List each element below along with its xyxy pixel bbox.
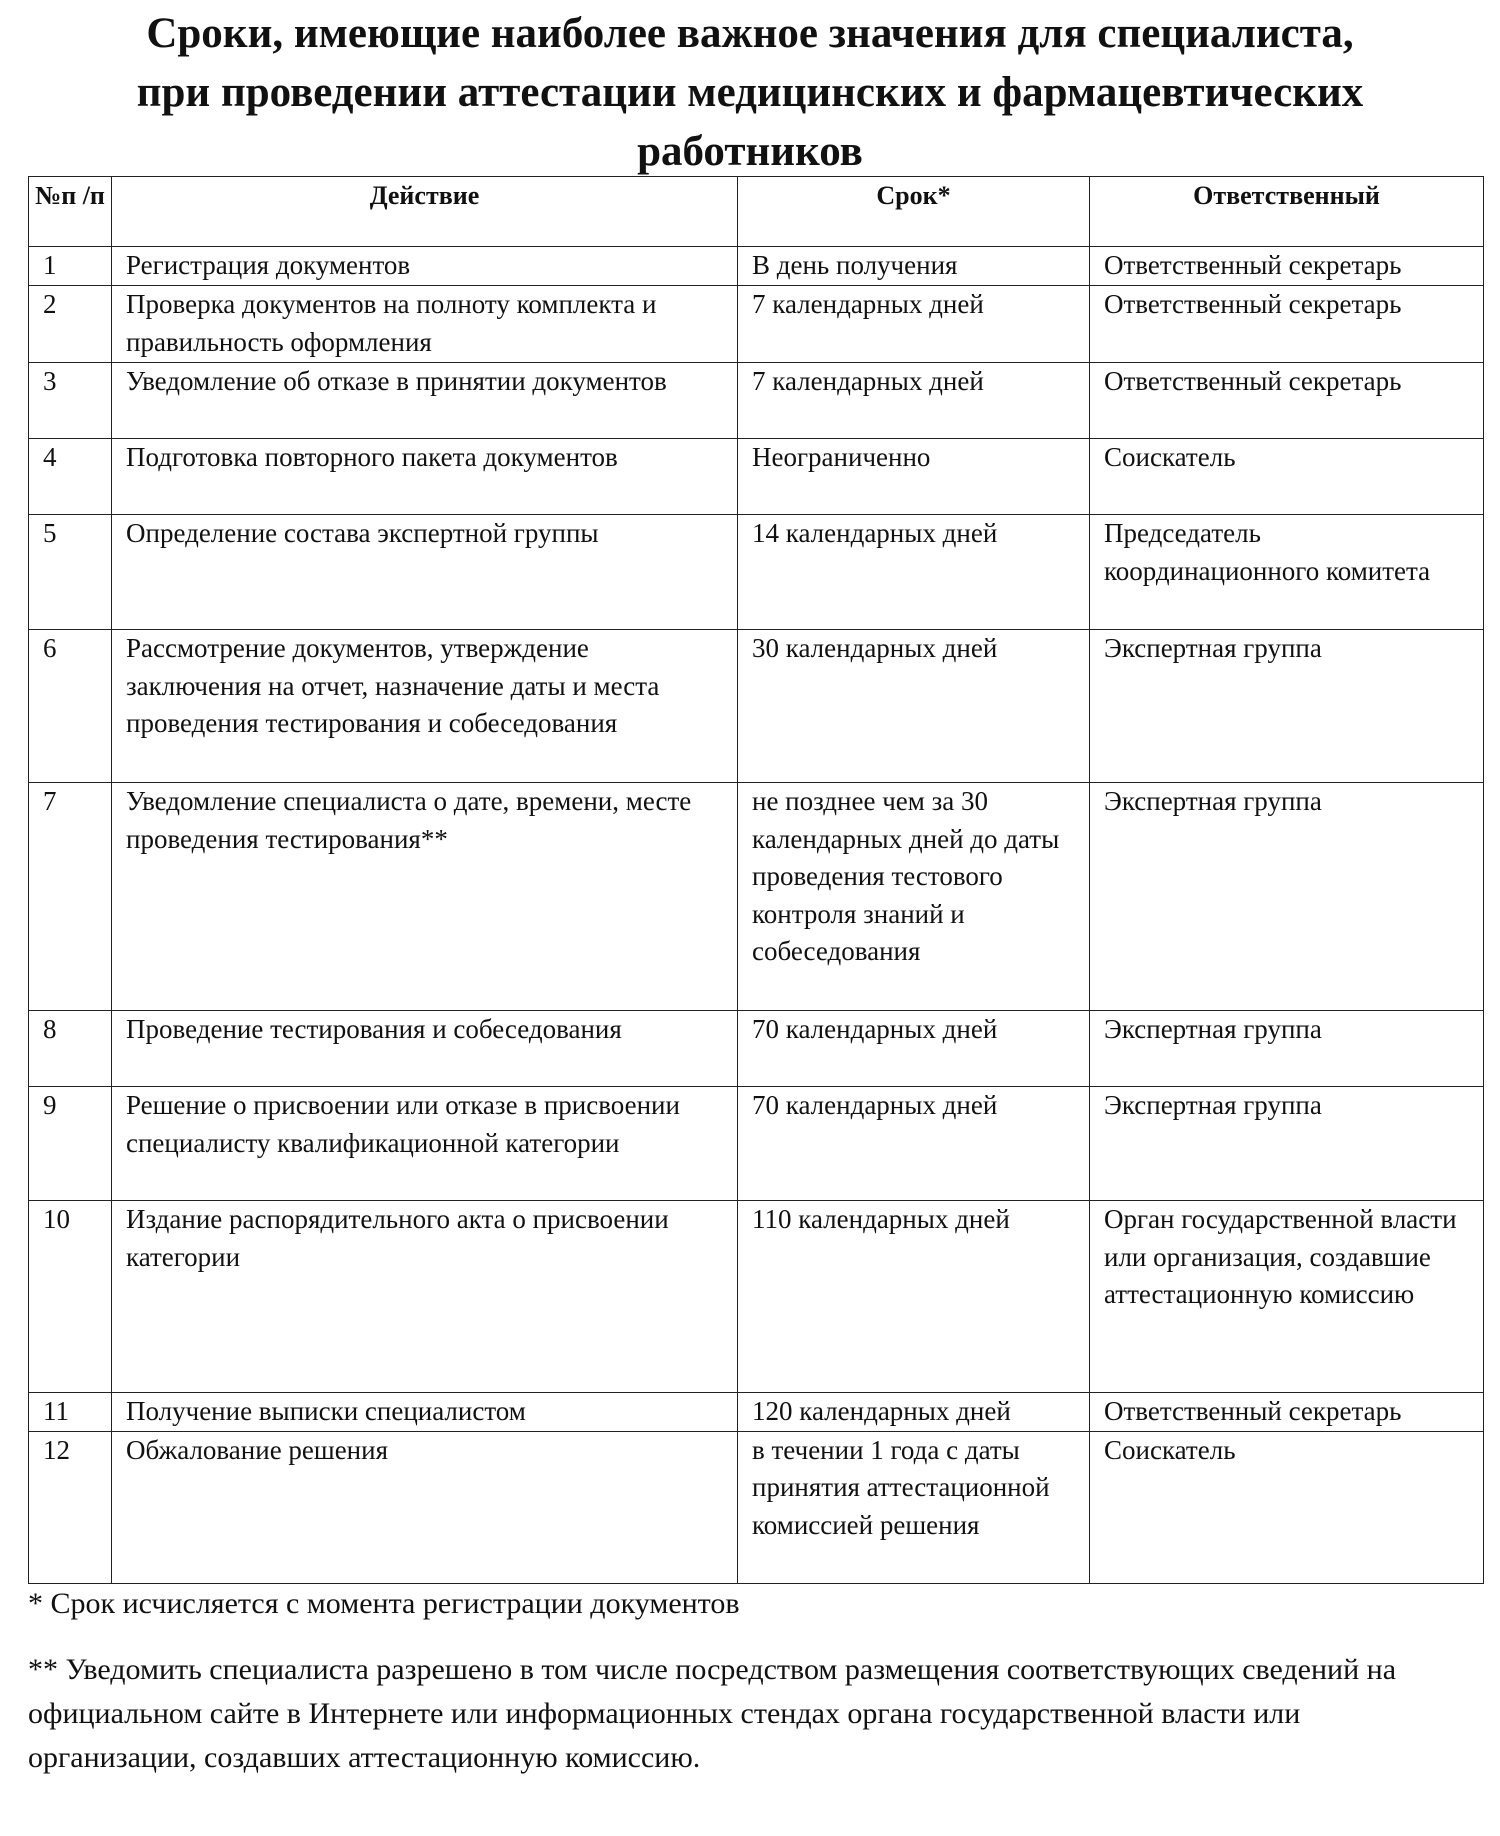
table-row [29,363,1484,439]
table-row [29,1201,1484,1393]
table-row [29,1431,1484,1583]
cell-number: 11 [29,1393,112,1432]
cell-responsible: Соискатель [1090,1431,1484,1583]
cell-term: 7 календарных дней [738,286,1090,363]
cell-action: Уведомление об отказе в принятии документов [112,363,738,439]
table-row [29,630,1484,783]
cell-responsible: Экспертная группа [1090,630,1484,783]
cell-number: 1 [29,247,112,286]
cell-responsible: Экспертная группа [1090,1087,1484,1201]
footnote-term: * Срок исчисляется с момента регистрации документов [28,1587,740,1620]
cell-action: Получение выписки специалистом [112,1393,738,1432]
cell-term: 30 календарных дней [738,630,1090,783]
cell-term: 70 календарных дней [738,1087,1090,1201]
table-row [29,783,1484,1011]
cell-action: Рассмотрение документов, утверждение заключения на отчет, назначение даты и места проведения тестирования и собеседования [112,630,738,783]
cell-term: 7 календарных дней [738,363,1090,439]
cell-number: 7 [29,783,112,1011]
cell-action: Регистрация документов [112,247,738,286]
cell-action: Решение о присвоении или отказе в присвоении специалисту квалификационной категории [112,1087,738,1201]
cell-term: В день получения [738,247,1090,286]
cell-number: 8 [29,1011,112,1087]
cell-responsible: Экспертная группа [1090,1011,1484,1087]
table-header-row [29,177,1484,247]
header-responsible: Ответственный [1090,177,1484,247]
document-title [0,4,1500,181]
cell-action: Проведение тестирования и собеседования [112,1011,738,1087]
cell-action: Издание распорядительного акта о присвоении категории [112,1201,738,1393]
table-row [29,439,1484,515]
cell-number: 6 [29,630,112,783]
header-number: №п /п [29,177,112,247]
cell-action: Определение состава экспертной группы [112,515,738,630]
table-row [29,286,1484,363]
cell-term: 110 календарных дней [738,1201,1090,1393]
cell-action: Проверка документов на полноту комплекта и правильность оформления [112,286,738,363]
cell-number: 2 [29,286,112,363]
cell-number: 5 [29,515,112,630]
cell-action: Обжалование решения [112,1431,738,1583]
table-row [29,247,1484,286]
cell-term: 70 календарных дней [738,1011,1090,1087]
table-row [29,1087,1484,1201]
cell-number: 4 [29,439,112,515]
cell-term: не позднее чем за 30 календарных дней до даты проведения тестового контроля знаний и собеседования [738,783,1090,1011]
cell-number: 10 [29,1201,112,1393]
cell-number: 3 [29,363,112,439]
header-term: Срок* [738,177,1090,247]
cell-responsible: Экспертная группа [1090,783,1484,1011]
table-row [29,515,1484,630]
table-row [29,1393,1484,1432]
cell-term: Неограниченно [738,439,1090,515]
title-line: работников [637,128,863,175]
cell-responsible: Орган государственной власти или организация, создавшие аттестационную комиссию [1090,1201,1484,1393]
cell-number: 9 [29,1087,112,1201]
cell-term: 14 календарных дней [738,515,1090,630]
header-action: Действие [112,177,738,247]
cell-responsible: Ответственный секретарь [1090,286,1484,363]
cell-responsible: Ответственный секретарь [1090,247,1484,286]
cell-responsible: Председатель координационного комитета [1090,515,1484,630]
cell-term: в течении 1 года с даты принятия аттестационной комиссией решения [738,1431,1090,1583]
cell-responsible: Ответственный секретарь [1090,1393,1484,1432]
cell-action: Уведомление специалиста о дате, времени, месте проведения тестирования** [112,783,738,1011]
cell-term: 120 календарных дней [738,1393,1090,1432]
title-line: Сроки, имеющие наиболее важное значения для специалиста, [146,10,1354,57]
deadlines-table [28,176,1484,1584]
table-row [29,1011,1484,1087]
title-line: при проведении аттестации медицинских и фармацевтических [136,69,1364,116]
cell-responsible: Соискатель [1090,439,1484,515]
cell-responsible: Ответственный секретарь [1090,363,1484,439]
cell-action: Подготовка повторного пакета документов [112,439,738,515]
cell-number: 12 [29,1431,112,1583]
footnote-notification: ** Уведомить специалиста разрешено в том числе посредством размещения соответствующих сведений на официальном сайте в Интернете или информационных стендах органа государственной власти или организации, создавших аттестационную комиссию. [28,1653,1397,1774]
